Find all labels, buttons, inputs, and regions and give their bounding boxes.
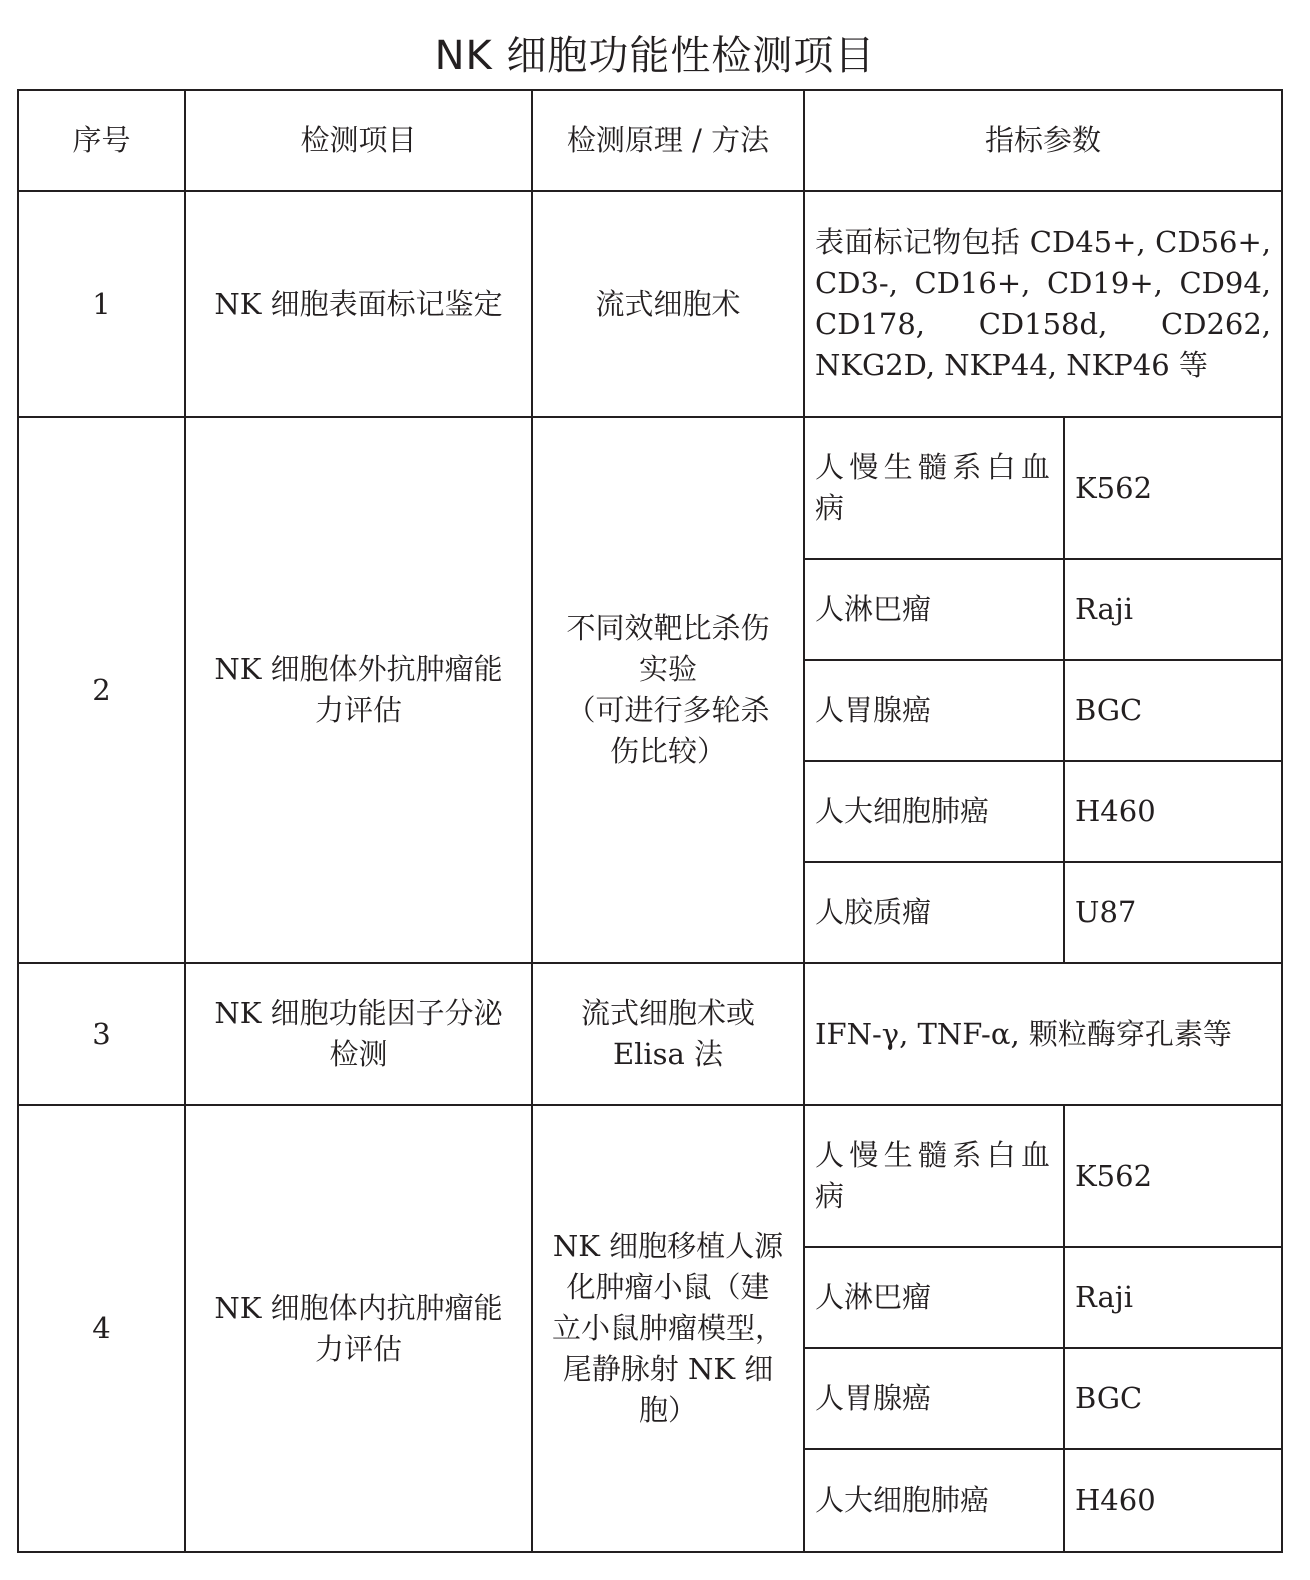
row-method: 流式细胞术 bbox=[532, 191, 804, 417]
row-method bbox=[532, 417, 804, 963]
table-row bbox=[18, 191, 1282, 417]
method-line: 化肿瘤小鼠（建 bbox=[566, 1270, 770, 1304]
target-disease: 人胃腺癌 bbox=[804, 1348, 1064, 1449]
header-method: 检测原理 / 方法 bbox=[532, 90, 804, 191]
row-method bbox=[532, 1105, 804, 1552]
header-index: 序号 bbox=[18, 90, 185, 191]
target-cell-line: K562 bbox=[1064, 417, 1282, 559]
target-disease: 人大细胞肺癌 bbox=[804, 1449, 1064, 1552]
target-cell-line: BGC bbox=[1064, 1348, 1282, 1449]
target-cell-line: BGC bbox=[1064, 660, 1282, 761]
target-disease: 人胃腺癌 bbox=[804, 660, 1064, 761]
row-method bbox=[532, 963, 804, 1105]
item-line: 检测 bbox=[329, 1037, 388, 1071]
target-cell-line: U87 bbox=[1064, 862, 1282, 963]
row-item bbox=[185, 1105, 532, 1552]
item-line: NK 细胞体外抗肿瘤能 bbox=[214, 652, 503, 686]
header-params: 指标参数 bbox=[804, 90, 1282, 191]
page-title: NK 细胞功能性检测项目 bbox=[434, 33, 876, 79]
method-line: NK 细胞移植人源 bbox=[552, 1229, 784, 1263]
target-disease: 人慢生髓系白血病 bbox=[804, 417, 1064, 559]
method-line: 伤比较） bbox=[609, 734, 726, 768]
target-disease: 人慢生髓系白血病 bbox=[804, 1105, 1064, 1247]
row-index: 2 bbox=[18, 417, 185, 963]
target-cell-line: Raji bbox=[1064, 1247, 1282, 1348]
target-disease: 人淋巴瘤 bbox=[804, 1247, 1064, 1348]
row-index: 4 bbox=[18, 1105, 185, 1552]
target-disease: 人胶质瘤 bbox=[804, 862, 1064, 963]
target-disease: 人大细胞肺癌 bbox=[804, 761, 1064, 862]
target-cell-line: H460 bbox=[1064, 1449, 1282, 1552]
row-params: 表面标记物包括 CD45+, CD56+, CD3-, CD16+, CD19+, CD94, CD178, CD158d, CD262, NKG2D, NKP44, NKP46 等 bbox=[804, 191, 1282, 417]
item-line: 力评估 bbox=[314, 1331, 402, 1366]
method-line: 胞） bbox=[638, 1393, 697, 1427]
target-cell-line: Raji bbox=[1064, 559, 1282, 660]
method-line: （可进行多轮杀 bbox=[566, 693, 770, 727]
detection-table bbox=[17, 89, 1283, 1553]
method-line: 流式细胞术或 bbox=[580, 996, 755, 1030]
target-cell-line: K562 bbox=[1064, 1105, 1282, 1247]
method-line: 不同效靶比杀伤 bbox=[566, 611, 770, 645]
table-header-row bbox=[18, 90, 1282, 191]
table-row bbox=[18, 1105, 1282, 1247]
table-row bbox=[18, 417, 1282, 559]
target-disease: 人淋巴瘤 bbox=[804, 559, 1064, 660]
row-item: NK 细胞表面标记鉴定 bbox=[185, 191, 532, 417]
header-item: 检测项目 bbox=[185, 90, 532, 191]
method-line: Elisa 法 bbox=[612, 1037, 724, 1071]
row-index: 3 bbox=[18, 963, 185, 1105]
row-item bbox=[185, 417, 532, 963]
item-line: NK 细胞体内抗肿瘤能 bbox=[214, 1290, 503, 1325]
row-item bbox=[185, 963, 532, 1105]
table-row bbox=[18, 963, 1282, 1105]
row-params: IFN-γ, TNF-α, 颗粒酶穿孔素等 bbox=[804, 963, 1282, 1105]
target-cell-line: H460 bbox=[1064, 761, 1282, 862]
row-index: 1 bbox=[18, 191, 185, 417]
method-line: 实验 bbox=[638, 652, 697, 686]
item-line: NK 细胞功能因子分泌 bbox=[214, 996, 503, 1030]
method-line: 尾静脉射 NK 细 bbox=[562, 1352, 774, 1386]
item-line: 力评估 bbox=[314, 693, 402, 727]
method-line: 立小鼠肿瘤模型， bbox=[551, 1311, 784, 1345]
